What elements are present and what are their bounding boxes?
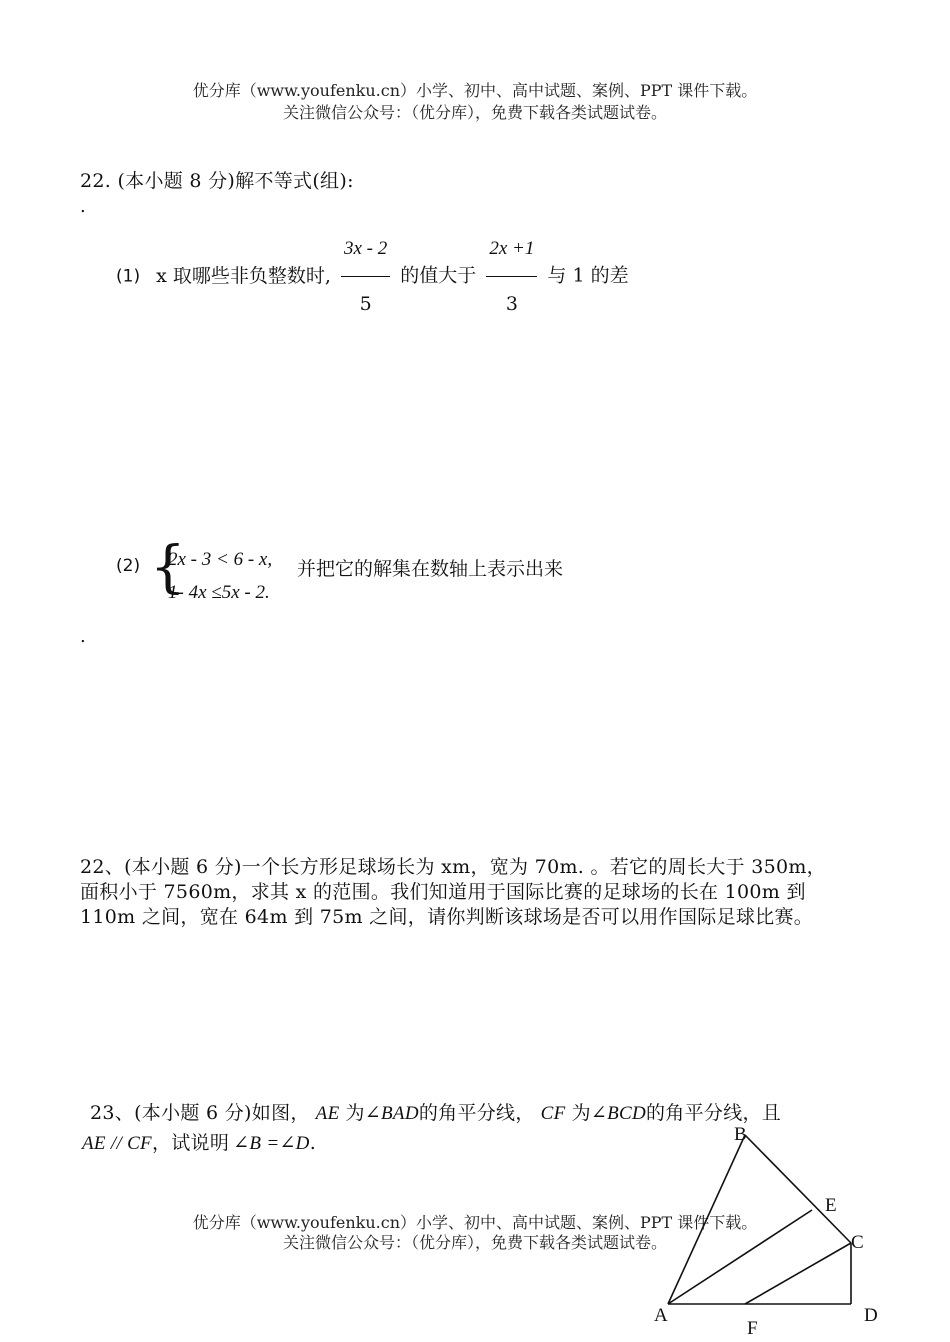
label-c: C <box>851 1232 864 1253</box>
q23-t4: 的角平分线，且 <box>646 1102 782 1124</box>
q22-part1-text-c: 与 1 的差 <box>547 264 629 287</box>
q22-part2-text: 并把它的解集在数轴上表示出来 <box>297 558 564 580</box>
label-a: A <box>654 1305 668 1326</box>
q22-title: 22. (本小题 8 分)解不等式(组): <box>80 170 354 192</box>
label-b: B <box>734 1124 747 1145</box>
q22-dot: . <box>80 196 86 217</box>
label-f: F <box>747 1318 758 1339</box>
q23-t1: 为 <box>345 1102 365 1124</box>
q22-part1-text-a: x 取哪些非负整数时, <box>156 264 331 287</box>
q23-equation: ∠B =∠D <box>233 1133 310 1154</box>
q23-angle-bcd: ∠BCD <box>590 1103 646 1124</box>
q22b-line-1: 22、(本小题 6 分)一个长方形足球场长为 xm，宽为 70m. 。若它的周长大于 350m， <box>80 856 826 878</box>
footer-line-2: 关注微信公众号：（优分库），免费下载各类试题试卷。 <box>282 1233 667 1252</box>
q22-part1-text-b: 的值大于 <box>400 264 477 287</box>
header-line-2: 关注微信公众号：（优分库），免费下载各类试题试卷。 <box>282 103 667 122</box>
fraction-2-numerator: 2x +1 <box>486 222 537 277</box>
fraction-2-denominator: 3 <box>505 293 518 315</box>
segment-cf <box>745 1243 851 1304</box>
header-line-1: 优分库（www.youfenku.cn）小学、初中、高中试题、案例、PPT 课件下载。 <box>192 81 758 100</box>
inequality-line-1: 2x - 3 < 6 - x, <box>168 549 273 570</box>
q22-part1-number: (1) <box>116 266 141 287</box>
q22-part1 <box>116 222 629 331</box>
q23-t6: . <box>309 1132 317 1154</box>
quadrilateral-figure <box>600 1115 900 1340</box>
segment-bc <box>745 1135 851 1243</box>
fraction-1 <box>341 222 390 331</box>
q23-angle-bad: ∠BAD <box>364 1103 419 1124</box>
q23-t5: ，试说明 <box>151 1132 230 1154</box>
label-e: E <box>825 1195 837 1216</box>
q23-line-2 <box>82 1128 316 1155</box>
footer-line-1: 优分库（www.youfenku.cn）小学、初中、高中试题、案例、PPT 课件下载。 <box>192 1213 758 1232</box>
q22-dot-2: . <box>80 626 86 647</box>
q22b-line-3: 110m 之间，宽在 64m 到 75m 之间，请你判断该球场是否可以用作国际足球比赛。 <box>80 906 814 928</box>
fraction-1-numerator: 3x - 2 <box>341 222 390 277</box>
q22b-line-2: 面积小于 7560m，求其 x 的范围。我们知道用于国际比赛的足球场的长在 100m 到 <box>80 881 806 903</box>
q23-ae: AE <box>315 1103 340 1124</box>
inequality-line-2: 1- 4x ≤5x - 2. <box>168 582 270 603</box>
system-brace: { <box>150 535 186 600</box>
fraction-2 <box>486 222 537 331</box>
q23-t2: 的角平分线， <box>418 1102 535 1124</box>
q23-prefix: 23、(本小题 6 分)如图， <box>90 1102 310 1124</box>
q23-t3: 为 <box>571 1102 591 1124</box>
label-d: D <box>864 1305 878 1326</box>
q23-parallel: AE // CF <box>82 1133 152 1154</box>
fraction-1-denominator: 5 <box>359 293 372 315</box>
q22-part2-number: (2) <box>116 556 141 576</box>
q23-cf: CF <box>540 1103 566 1124</box>
